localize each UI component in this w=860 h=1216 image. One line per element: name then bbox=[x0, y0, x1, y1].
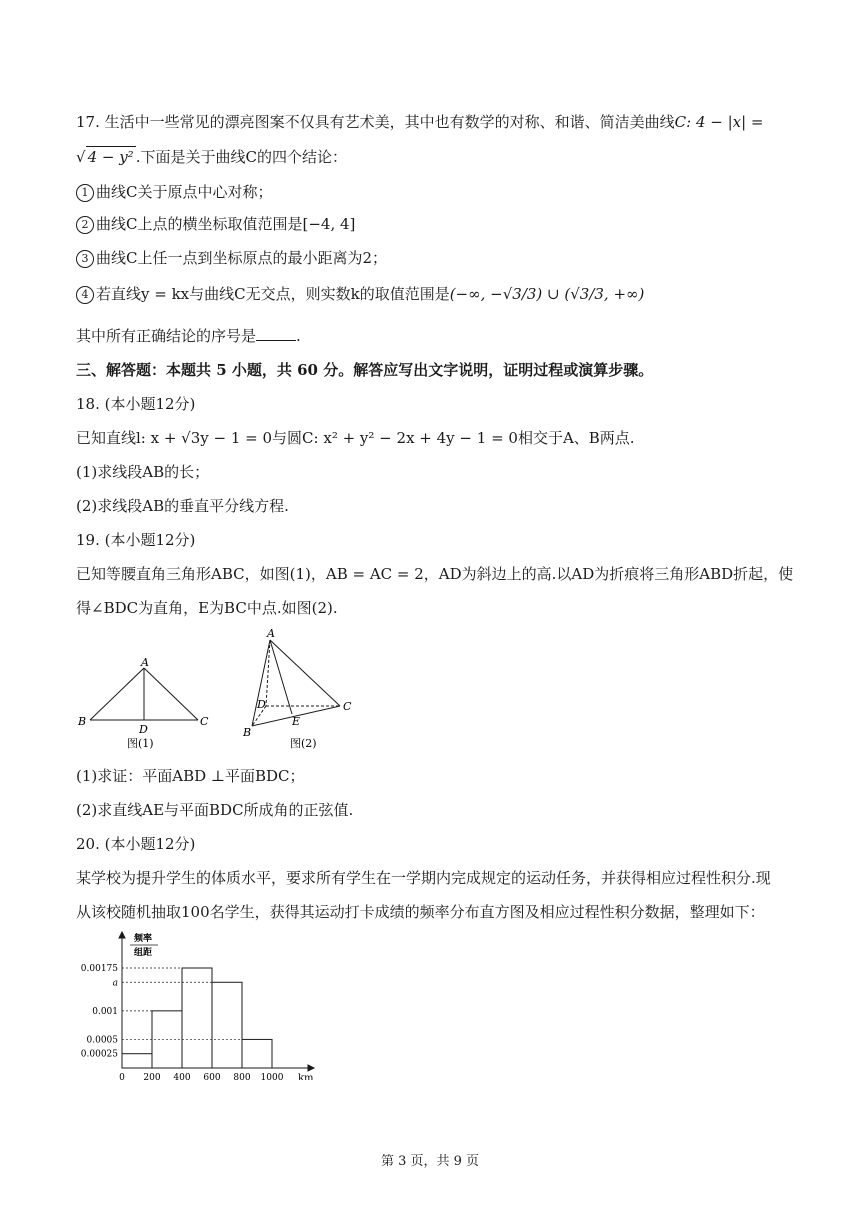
y-tick-label: 0.00025 bbox=[80, 1049, 118, 1060]
x-axis-label: km bbox=[298, 1073, 314, 1080]
x-tick-label: 400 bbox=[173, 1073, 191, 1080]
histogram-bars bbox=[122, 968, 272, 1068]
answer-blank bbox=[256, 326, 296, 341]
fig2-label-e: E bbox=[292, 715, 301, 728]
fig2-label-b: B bbox=[243, 726, 252, 739]
circled-number-4: 4 bbox=[76, 286, 94, 304]
histogram-bar bbox=[182, 968, 212, 1068]
q17-intro-text: 17. 生活中一些常见的漂亮图案不仅具有艺术美，其中也有数学的对称、和谐、简洁美曲线 bbox=[76, 113, 675, 131]
q18-part1: (1)求线段AB的长； bbox=[76, 463, 210, 481]
q17-item-4 bbox=[76, 284, 800, 304]
page-footer: 第 3 页，共 9 页 bbox=[380, 1154, 480, 1169]
q18-head: 18. (本小题12分) bbox=[76, 395, 196, 413]
q17-line2: √ 4 − y² .下面是关于曲线C的四个结论： bbox=[76, 148, 347, 166]
histogram-bar bbox=[242, 1039, 272, 1068]
q19-stem-2: 得∠BDC为直角，E为BC中点.如图(2). bbox=[76, 599, 338, 617]
histogram-y-ticks bbox=[81, 964, 118, 1060]
circled-number-1: 1 bbox=[76, 184, 94, 202]
x-tick-label: 1000 bbox=[260, 1073, 284, 1080]
q17-line1 bbox=[76, 112, 800, 132]
y-axis-label-bottom: 组距 bbox=[134, 948, 153, 958]
x-tick-label: 200 bbox=[143, 1073, 161, 1080]
figure-2-tetrahedron bbox=[252, 640, 340, 726]
fig1-label-a: A bbox=[141, 656, 149, 669]
q17-intro-text-2: .下面是关于曲线C的四个结论： bbox=[135, 148, 347, 166]
fig1-label-b: B bbox=[78, 715, 87, 728]
x-tick-label: 800 bbox=[233, 1073, 251, 1080]
fig1-label-c: C bbox=[200, 715, 209, 728]
q20-stem-2: 从该校随机抽取100名学生，获得其运动打卡成绩的频率分布直方图及相应过程性积分数据，整理如下： bbox=[76, 903, 765, 921]
q19-figures bbox=[72, 626, 372, 754]
fig1-caption: 图(1) bbox=[127, 737, 154, 750]
fig2-label-d: D bbox=[257, 698, 266, 711]
figure-1-triangle bbox=[90, 668, 198, 720]
q17-item-3-text: 曲线C上任一点到坐标原点的最小距离为2； bbox=[96, 249, 388, 267]
y-tick-label: 0.001 bbox=[92, 1006, 118, 1017]
fig2-label-c: C bbox=[343, 700, 352, 713]
x-tick-label: 0 bbox=[119, 1073, 125, 1080]
histogram-bar bbox=[122, 1054, 152, 1068]
fig1-label-d: D bbox=[139, 723, 148, 736]
circled-number-2: 2 bbox=[76, 216, 94, 234]
x-tick-label: 600 bbox=[203, 1073, 221, 1080]
histogram-x-ticks bbox=[119, 1073, 284, 1080]
q17-curve-equation-part1: C: 4 − |x| = bbox=[674, 113, 764, 131]
q17-k-range: (−∞, −√3/3) ∪ (√3/3, +∞) bbox=[449, 285, 645, 303]
q18-stem: 已知直线l: x + √3y − 1 = 0与圆C: x² + y² − 2x + 4y − 1 = 0相交于A、B两点. bbox=[76, 429, 635, 447]
fig2-caption: 图(2) bbox=[290, 737, 317, 750]
q17-item-2-text: 曲线C上点的横坐标取值范围是[−4, 4] bbox=[96, 215, 356, 233]
q17-item-1-text: 曲线C关于原点中心对称； bbox=[96, 183, 273, 201]
section-3-heading: 三、解答题：本题共 5 小题，共 60 分。解答应写出文字说明，证明过程或演算步骤。 bbox=[76, 361, 654, 379]
q19-part1: (1)求证：平面ABD ⊥平面BDC； bbox=[76, 767, 305, 785]
q17-item-4-text: 若直线y = kx与曲线C无交点，则实数k的取值范围是 bbox=[96, 285, 450, 303]
q18-part2: (2)求线段AB的垂直平分线方程. bbox=[76, 497, 289, 515]
q17-item-1 bbox=[76, 182, 800, 202]
circled-number-3: 3 bbox=[76, 250, 94, 268]
frequency-histogram bbox=[72, 928, 332, 1080]
y-tick-label: a bbox=[112, 978, 118, 989]
q17-item-3 bbox=[76, 248, 800, 268]
y-tick-label: 0.0005 bbox=[86, 1035, 118, 1046]
q17-item-2 bbox=[76, 214, 800, 234]
q19-head: 19. (本小题12分) bbox=[76, 531, 196, 549]
q17-prompt-end: . bbox=[296, 327, 301, 345]
q20-stem-1: 某学校为提升学生的体质水平，要求所有学生在一学期内完成规定的运动任务，并获得相应过程性积分.现 bbox=[76, 869, 771, 887]
y-tick-label: 0.00175 bbox=[80, 964, 118, 974]
q17-prompt bbox=[76, 326, 800, 346]
fig2-label-a: A bbox=[267, 627, 275, 640]
q20-head: 20. (本小题12分) bbox=[76, 835, 196, 853]
histogram-bar bbox=[212, 982, 242, 1068]
q19-stem-1: 已知等腰直角三角形ABC，如图(1)，AB = AC = 2，AD为斜边上的高.以AD为折痕将三角形ABD折起，使 bbox=[76, 565, 794, 583]
q17-curve-equation-part2: 4 − y² bbox=[87, 148, 134, 166]
q19-part2: (2)求直线AE与平面BDC所成角的正弦值. bbox=[76, 801, 354, 819]
q17-prompt-text: 其中所有正确结论的序号是 bbox=[76, 327, 257, 345]
y-axis-label-top: 频率 bbox=[134, 934, 153, 944]
